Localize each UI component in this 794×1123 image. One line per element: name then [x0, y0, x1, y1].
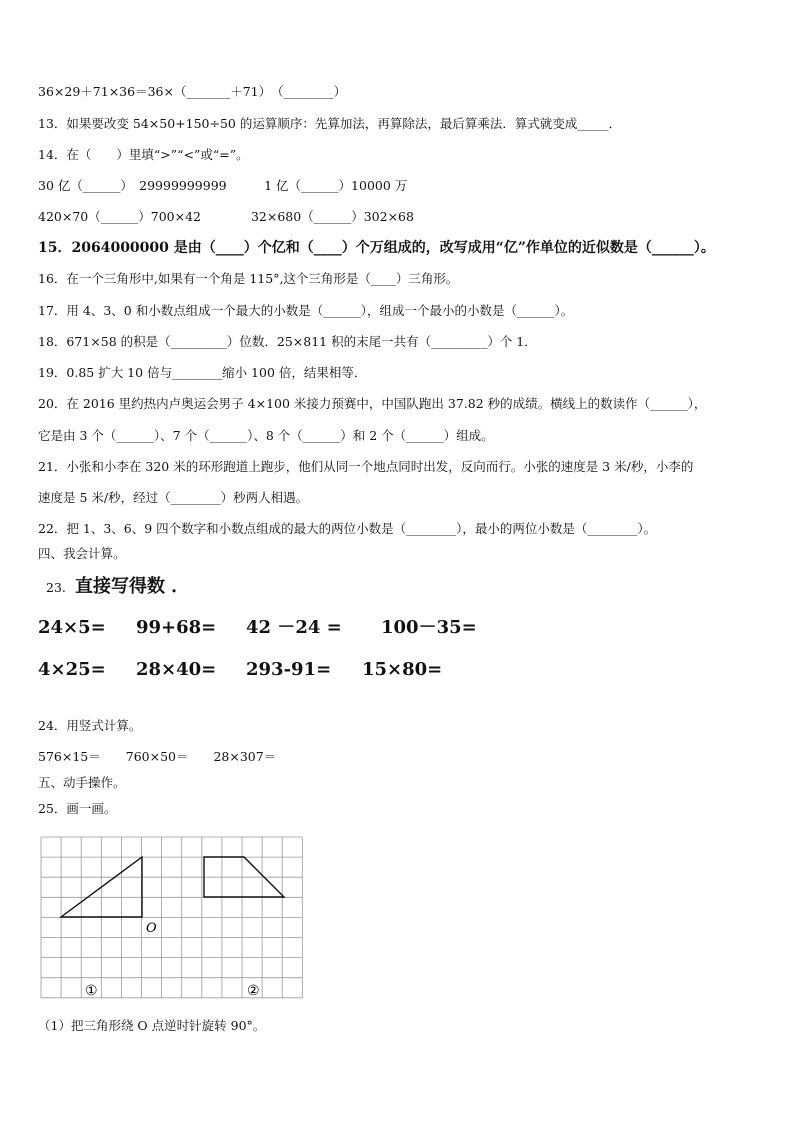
calc-item: 4×25= [38, 659, 106, 680]
question-14-row-2: 420×70（______）700×42 32×680（______）302×68 [38, 209, 414, 224]
drawing-grid [40, 836, 308, 1004]
question-23-number: 23. [46, 580, 66, 595]
question-19: 19．0.85 扩大 10 倍与________缩小 100 倍，结果相等． [38, 365, 367, 380]
figure-label-1: ① [85, 983, 98, 999]
question-13: 13．如果要改变 54×50+150÷50 的运算顺序：先算加法，再算除法，最后算乘法．算式就变成_____． [38, 116, 622, 131]
calc-item: 293-91= [246, 659, 332, 680]
calc-item: 99+68= [136, 617, 217, 638]
calc-item: 42 －24 = [246, 617, 342, 638]
question-15: 15．2064000000 是由（____）个亿和（____）个万组成的，改写成用“亿”作单位的近似数是（______）。 [38, 240, 715, 256]
question-24-items: 576×15＝ 760×50＝ 28×307＝ [38, 749, 277, 764]
question-21-line-2: 速度是 5 米/秒，经过（________）秒两人相遇。 [38, 490, 309, 505]
line-q12-cont: 36×29＋71×36＝36×（_______＋71） （________） [38, 84, 347, 99]
section-4-heading: 四、我会计算。 [38, 546, 126, 561]
grid-figure [40, 836, 308, 1000]
question-16: 16．在一个三角形中,如果有一个角是 115°,这个三角形是（____）三角形。 [38, 271, 459, 286]
section-5-heading: 五、动手操作。 [38, 775, 126, 790]
question-25-part-1: （1）把三角形绕 O 点逆时针旋转 90°。 [38, 1018, 266, 1033]
question-20-line-1: 20．在 2016 里约热内卢奥运会男子 4×100 米接力预赛中，中国队跑出 37.82 秒的成绩。横线上的数读作（______）， [38, 396, 707, 411]
calc-item: 24×5= [38, 617, 106, 638]
figure-label-2: ② [247, 983, 260, 999]
question-20-line-2: 它是由 3 个（______）、7 个（______）、8 个（______）和 2 个（______）组成。 [38, 428, 494, 443]
point-o-label: O [146, 921, 157, 936]
question-18: 18．671×58 的积是（_________）位数．25×811 积的末尾一共有（_________）个 1． [38, 334, 537, 349]
calc-item: 28×40= [136, 659, 217, 680]
question-23-title: 直接写得数 ． [75, 576, 190, 597]
question-14-row-1: 30 亿（______） 29999999999 1 亿（______）10000 万 [38, 178, 408, 193]
calc-item: 15×80= [362, 659, 443, 680]
question-24: 24．用竖式计算。 [38, 718, 142, 733]
question-14: 14．在（ ）里填“>”“<”或“=”。 [38, 147, 249, 162]
question-17: 17．用 4、3、0 和小数点组成一个最大的小数是（______），组成一个最小的小数是（______）。 [38, 303, 574, 318]
question-22: 22．把 1、3、6、9 四个数字和小数点组成的最大的两位小数是（________），最小的两位小数是（________）。 [38, 521, 657, 536]
question-25: 25．画一画。 [38, 801, 117, 816]
question-21-line-1: 21．小张和小李在 320 米的环形跑道上跑步，他们从同一个地点同时出发，反向而行。小张的速度是 3 米/秒，小李的 [38, 459, 694, 474]
calc-item: 100－35= [381, 617, 477, 638]
